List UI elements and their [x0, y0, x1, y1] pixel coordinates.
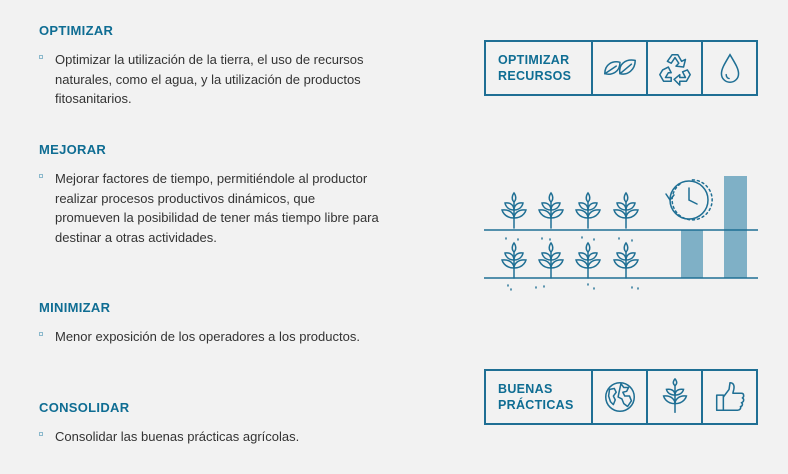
bar-tall	[724, 176, 747, 278]
recycle-icon	[656, 49, 694, 87]
optimizar-recursos-bar	[484, 40, 758, 96]
leaves-icon	[601, 49, 639, 87]
bullet-item	[39, 50, 379, 109]
bullet-text: Mejorar factores de tiempo, permitiéndole al productor realizar procesos productivos dinámicos, que promueven la posibilidad de tener más tiempo libre para destinar a otras actividades.	[55, 171, 379, 245]
bar-label	[486, 42, 593, 94]
bullet-item	[39, 427, 379, 447]
section-minimizar	[39, 300, 379, 347]
section-heading: MEJORAR	[39, 142, 107, 157]
sprout-row-bottom	[502, 243, 638, 278]
bar-label-line1: BUENAS	[498, 382, 553, 396]
recycle-cell	[648, 42, 703, 94]
bar-label	[486, 371, 593, 423]
bullet-icon	[39, 174, 43, 178]
section-heading: CONSOLIDAR	[39, 400, 130, 415]
section-consolidar	[39, 400, 379, 447]
section-optimizar	[39, 23, 379, 109]
section-mejorar	[39, 142, 379, 247]
thumbs-up-cell	[703, 371, 756, 423]
bullet-item	[39, 169, 379, 247]
section-heading: OPTIMIZAR	[39, 23, 114, 38]
plant-cell	[648, 371, 703, 423]
bar-label-line2: PRÁCTICAS	[498, 398, 574, 412]
clock-icon	[666, 180, 712, 220]
soil-dots-bottom	[508, 284, 638, 290]
bullet-icon	[39, 432, 43, 436]
leaves-cell	[593, 42, 648, 94]
productivity-illustration	[484, 170, 758, 295]
bar-label-line1: OPTIMIZAR	[498, 53, 570, 67]
sprout-row-top	[502, 193, 638, 228]
bullet-item	[39, 327, 379, 347]
bullet-icon	[39, 332, 43, 336]
bullet-icon	[39, 55, 43, 59]
section-heading: MINIMIZAR	[39, 300, 111, 315]
bullet-text: Menor exposición de los operadores a los productos.	[55, 329, 360, 344]
bar-label-line2: RECURSOS	[498, 69, 572, 83]
buenas-practicas-bar	[484, 369, 758, 425]
bar-short	[681, 230, 703, 278]
bullet-text: Consolidar las buenas prácticas agrícolas.	[55, 429, 300, 444]
soil-dots-top	[506, 237, 632, 241]
plant-icon	[656, 378, 694, 416]
thumbs-up-icon	[711, 378, 749, 416]
water-drop-cell	[703, 42, 756, 94]
water-drop-icon	[711, 49, 749, 87]
bullet-text: Optimizar la utilización de la tierra, el uso de recursos naturales, como el agua, y la utilización de productos fitosanitarios.	[55, 52, 364, 106]
globe-icon	[601, 378, 639, 416]
globe-cell	[593, 371, 648, 423]
